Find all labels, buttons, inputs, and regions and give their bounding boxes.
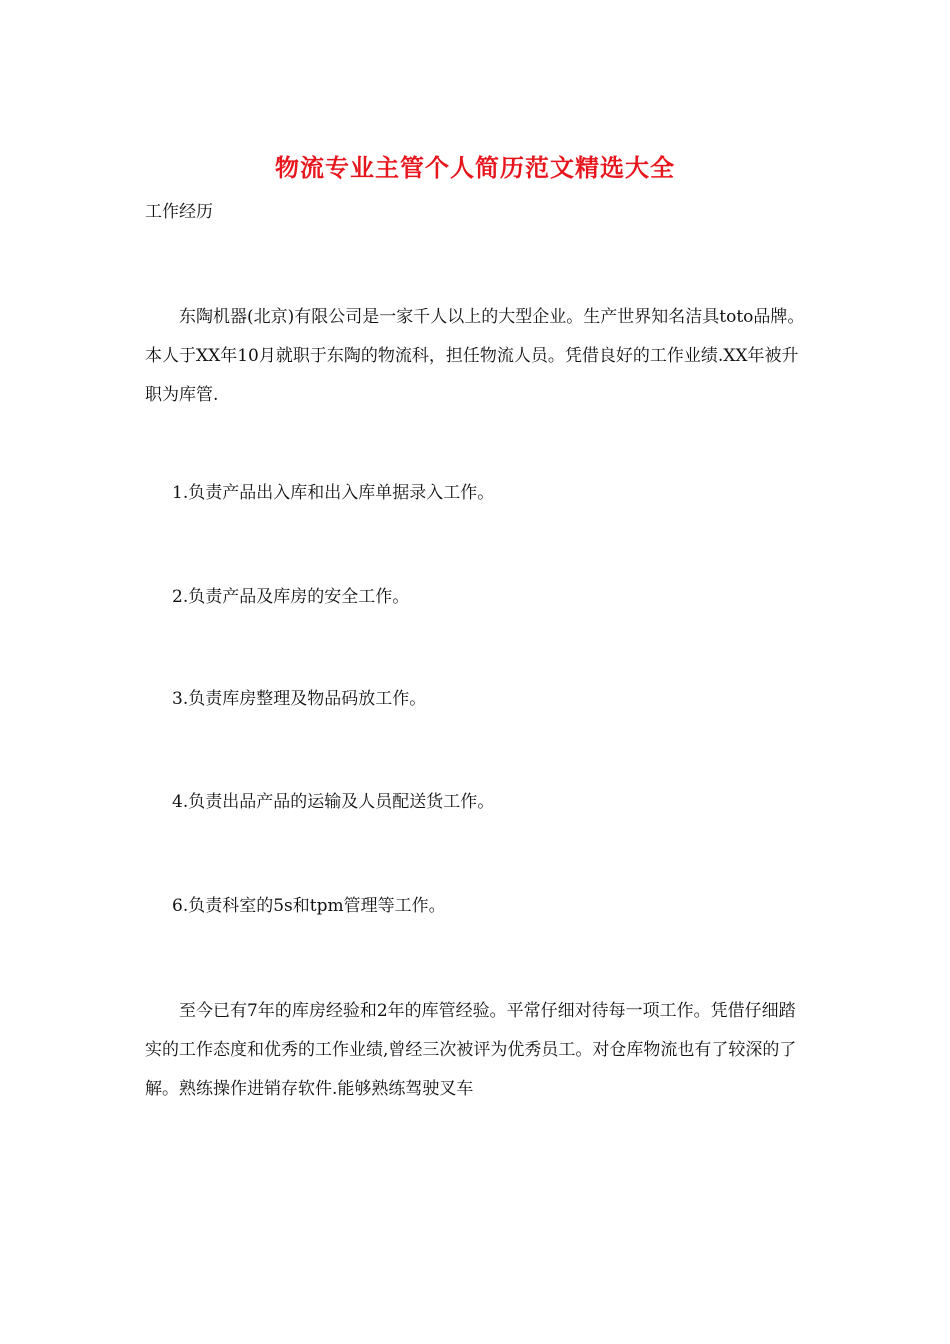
duty-item-1: 1.负责产品出入库和出入库单据录入工作。 [172,483,495,503]
summary-paragraph: 至今已有7年的库房经验和2年的库管经验。平常仔细对待每一项工作。凭借仔细踏实的工作态度和优秀的工作业绩,曾经三次被评为优秀员工。对仓库物流也有了较深的了解。熟练操作进销存软件.能够熟练驾驶叉车 [145,1001,797,1099]
intro-paragraph: 东陶机器(北京)有限公司是一家千人以上的大型企业。生产世界知名洁具toto品牌。本人于XX年10月就职于东陶的物流科，担任物流人员。凭借良好的工作业绩.XX年被升职为库管. [145,307,805,405]
document-title: 物流专业主管个人简历范文精选大全 [275,153,675,182]
duty-item-2: 2.负责产品及库房的安全工作。 [172,587,410,607]
duty-item-5: 6.负责科室的5s和tpm管理等工作。 [172,896,446,916]
duty-item-3: 3.负责库房整理及物品码放工作。 [172,689,427,709]
duty-item-4: 4.负责出品产品的运输及人员配送货工作。 [172,792,495,812]
section-heading-work-experience: 工作经历 [145,202,213,222]
